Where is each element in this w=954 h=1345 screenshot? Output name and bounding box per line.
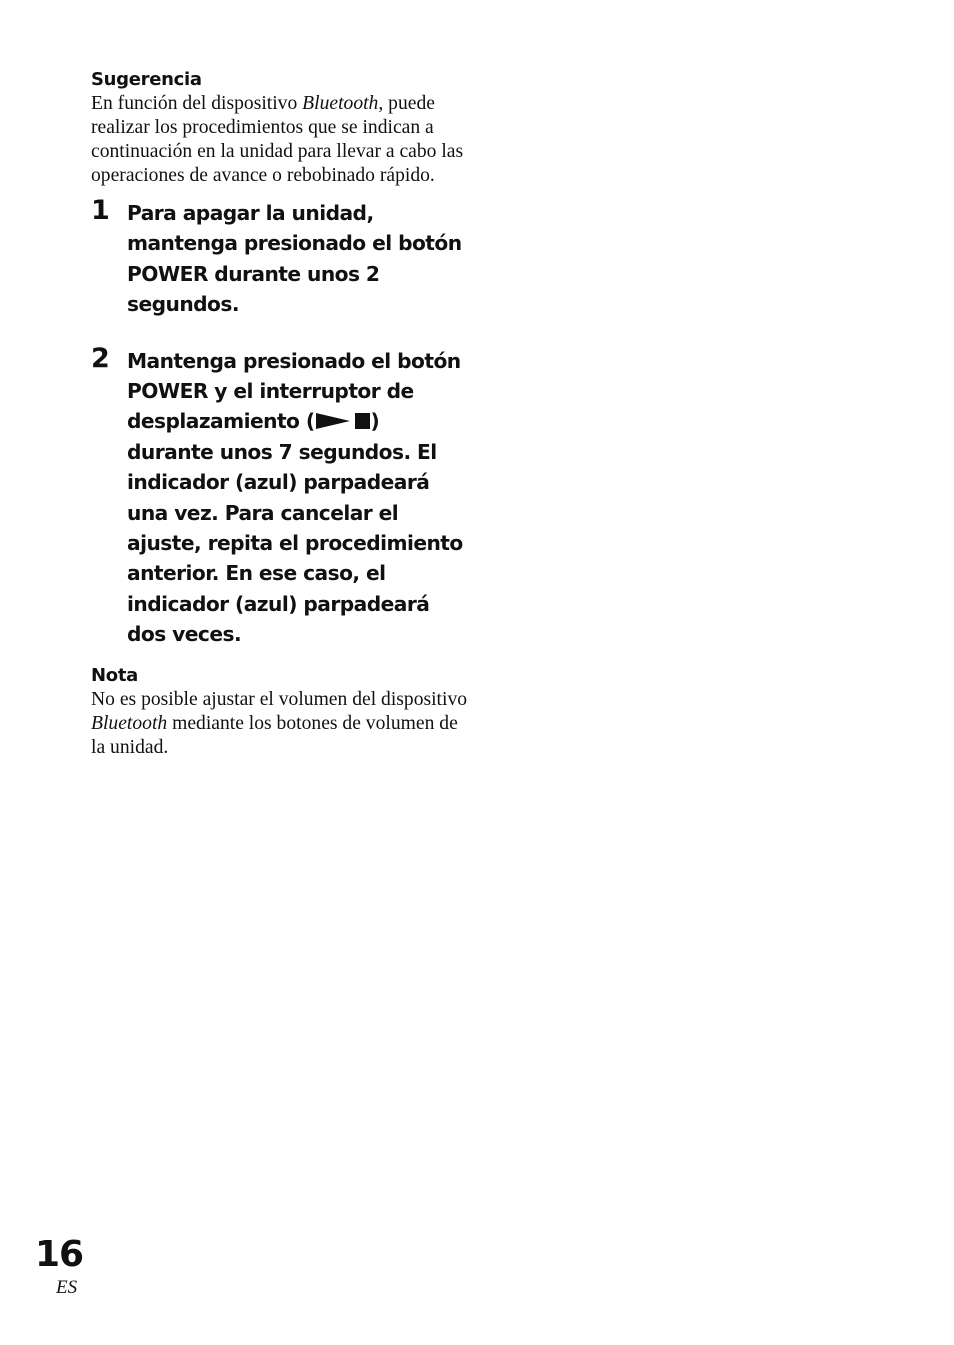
tip-heading: Sugerencia (91, 69, 202, 90)
language-code: ES (56, 1277, 78, 1298)
tip-text-before: En función del dispositivo (91, 93, 303, 114)
tip-text-italic: Bluetooth (302, 93, 379, 114)
step-number: 1 (91, 195, 110, 226)
step-number: 2 (91, 342, 110, 374)
tip-text-after: , puede realizar los procedimientos que se indican a continuación en la unidad para llevar a cabo las operaciones de avance o rebobinado rápido. (91, 93, 464, 186)
note-text-italic: Bluetooth (91, 712, 168, 734)
tip-text (91, 92, 471, 188)
note-block (91, 664, 471, 760)
page-number: 16 (35, 1234, 84, 1275)
step-text (127, 346, 471, 650)
step-text-after: ) durante unos 7 segundos. El indicador (azul) parpadeará una vez. Para cancelar el ajuste, repita el procedimiento anterior. En ese caso, el indicador (azul) parpadeará dos veces. (127, 409, 463, 647)
note-text-before: No es posible ajustar el volumen del dispositivo (91, 688, 468, 710)
step-text-before: Mantenga presionado el botón POWER y el interruptor de desplazamiento ( (127, 348, 461, 434)
step-2 (91, 342, 471, 650)
step-1 (91, 195, 471, 320)
note-heading: Nota (91, 664, 138, 686)
note-text-after: mediante los botones de volumen de la unidad. (91, 712, 458, 758)
main-column (91, 68, 471, 760)
play-stop-icon (315, 412, 371, 430)
note-text (91, 688, 471, 760)
step-text: Para apagar la unidad, mantenga presionado el botón POWER durante unos 2 segundos. (127, 201, 462, 317)
tip-block (91, 68, 471, 188)
